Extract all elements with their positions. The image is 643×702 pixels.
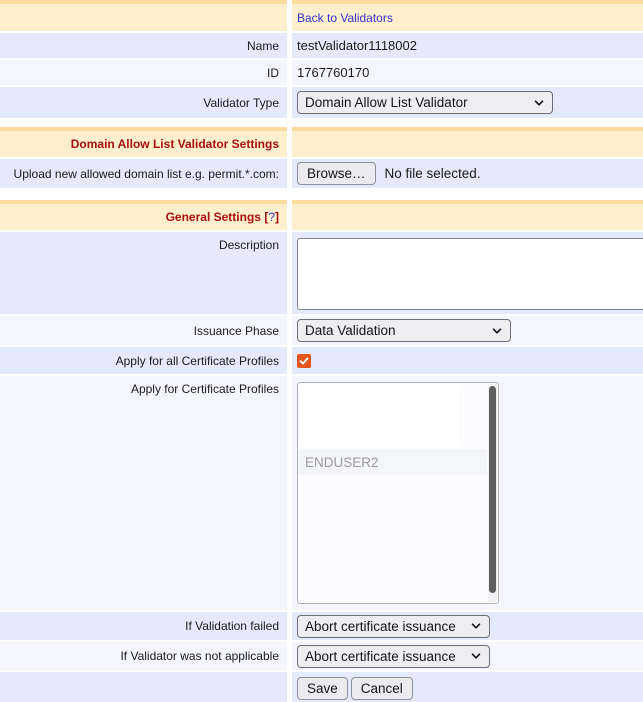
validator-type-label: Validator Type bbox=[0, 87, 287, 118]
upload-domain-list-label: Upload new allowed domain list e.g. permit.*.com: bbox=[0, 159, 287, 188]
section-title: Domain Allow List Validator Settings bbox=[70, 137, 279, 151]
if-validation-failed-row bbox=[0, 612, 643, 640]
upload-domain-list-row bbox=[0, 159, 643, 188]
validator-info-table bbox=[0, 0, 643, 118]
chevron-down-icon bbox=[470, 650, 482, 662]
chevron-down-icon bbox=[470, 620, 482, 632]
save-button[interactable]: Save bbox=[297, 677, 348, 700]
back-link-row bbox=[0, 4, 643, 31]
name-value: testValidator1118002 bbox=[297, 38, 417, 53]
chevron-down-icon bbox=[491, 325, 503, 337]
issuance-phase-row bbox=[0, 316, 643, 345]
file-input bbox=[297, 162, 481, 185]
browse-button[interactable]: Browse… bbox=[297, 162, 376, 185]
apply-profiles-row bbox=[0, 376, 643, 610]
apply-all-profiles-row bbox=[0, 347, 643, 374]
table-spacer bbox=[0, 188, 643, 200]
domain-allow-list-settings-table bbox=[0, 127, 643, 188]
id-value: 1767760170 bbox=[297, 65, 370, 80]
issuance-phase-select[interactable]: Data Validation bbox=[297, 319, 511, 342]
chevron-down-icon bbox=[533, 97, 545, 109]
actions-row bbox=[0, 672, 643, 702]
file-status-text: No file selected. bbox=[384, 166, 481, 181]
id-row bbox=[0, 60, 643, 85]
listbox-option-enduser2[interactable]: ENDUSER2 bbox=[298, 449, 487, 475]
id-label: ID bbox=[0, 60, 287, 85]
help-link[interactable]: ? bbox=[268, 210, 275, 224]
apply-all-profiles-label: Apply for all Certificate Profiles bbox=[0, 347, 287, 374]
validator-type-select[interactable]: Domain Allow List Validator bbox=[297, 91, 553, 114]
if-validation-failed-select[interactable]: Abort certificate issuance bbox=[297, 615, 490, 638]
table-spacer bbox=[0, 118, 643, 127]
certificate-profiles-listbox[interactable] bbox=[297, 382, 499, 604]
apply-all-profiles-checkbox[interactable] bbox=[297, 354, 311, 368]
description-label: Description bbox=[0, 232, 287, 314]
validator-type-row bbox=[0, 87, 643, 118]
checkmark-icon bbox=[299, 356, 309, 366]
name-row bbox=[0, 33, 643, 58]
back-to-validators-link[interactable]: Back to Validators bbox=[297, 10, 393, 25]
section-title: General Settings [?] bbox=[165, 210, 279, 224]
section-header-row bbox=[0, 204, 643, 230]
if-not-applicable-select[interactable]: Abort certificate issuance bbox=[297, 645, 490, 668]
if-validation-failed-label: If Validation failed bbox=[0, 612, 287, 640]
if-not-applicable-row bbox=[0, 642, 643, 670]
description-textarea[interactable] bbox=[297, 238, 643, 310]
if-not-applicable-label: If Validator was not applicable bbox=[0, 642, 287, 670]
name-label: Name bbox=[0, 33, 287, 58]
apply-profiles-label: Apply for Certificate Profiles bbox=[0, 376, 287, 610]
listbox-blank-area bbox=[299, 385, 459, 447]
scrollbar-thumb[interactable] bbox=[489, 386, 496, 593]
description-row bbox=[0, 232, 643, 314]
cancel-button[interactable]: Cancel bbox=[351, 677, 413, 700]
general-settings-table bbox=[0, 200, 643, 702]
issuance-phase-label: Issuance Phase bbox=[0, 316, 287, 345]
section-header-row bbox=[0, 131, 643, 157]
